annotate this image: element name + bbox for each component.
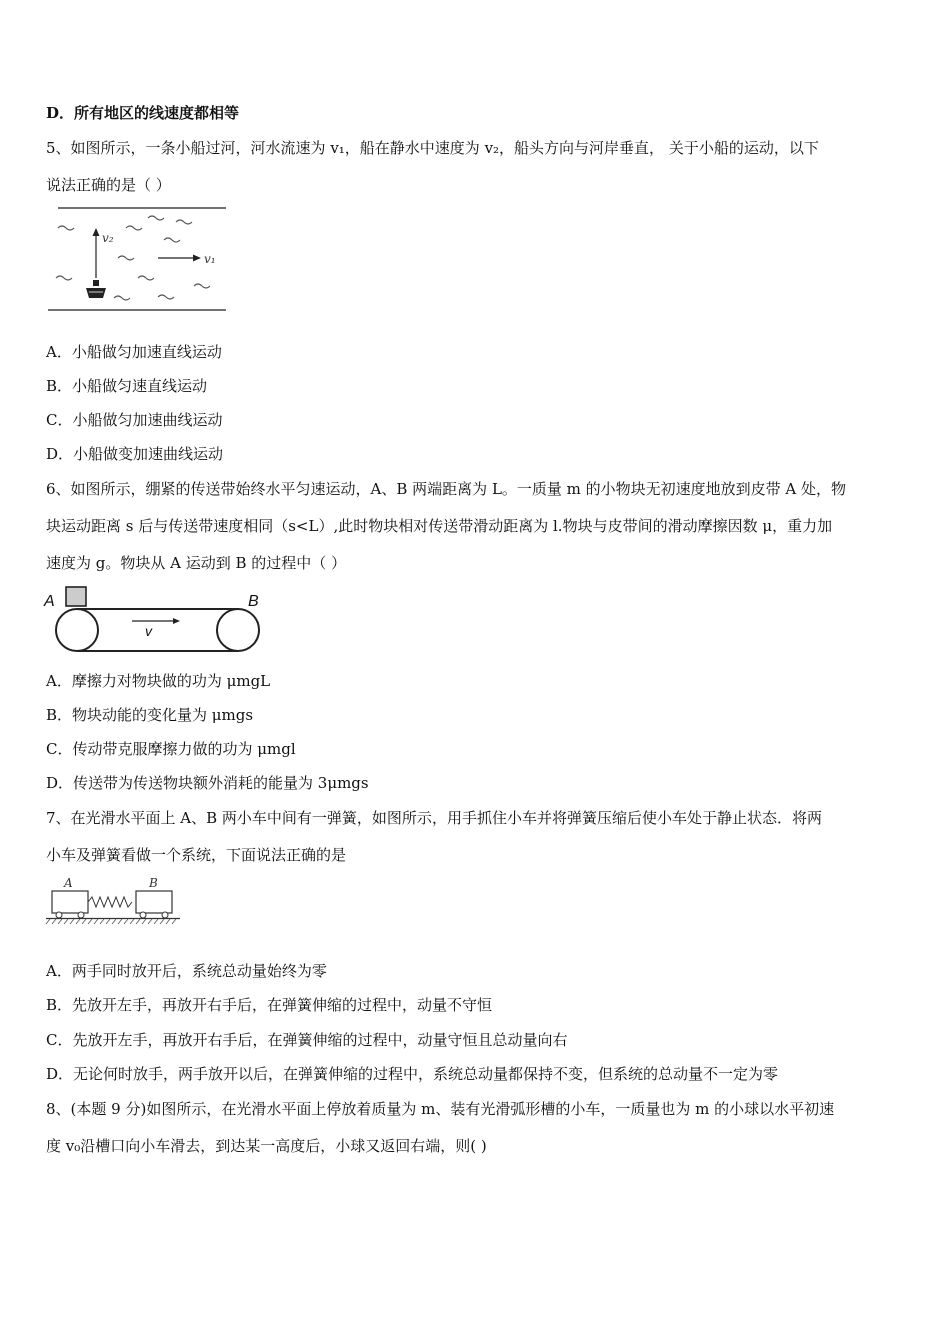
q6-option-b: B．物块动能的变化量为 μmgs <box>46 706 254 724</box>
q7-stem-line1: 7、在光滑水平面上 A、B 两小车中间有一弹簧，如图所示，用手抓住小车并将弹簧压缩后使小车处于静止状态．将两 <box>46 809 822 827</box>
q6-conveyor-figure <box>42 582 272 657</box>
q6-option-a: A．摩擦力对物块做的功为 μmgL <box>46 672 271 690</box>
q6-option-c: C．传动带克服摩擦力做的功为 μmgl <box>46 740 296 758</box>
q6-stem-line3: 速度为 g。物块从 A 运动到 B 的过程中（ ） <box>46 554 347 572</box>
q5-stem-line1: 5、如图所示，一条小船过河，河水流速为 v₁，船在静水中速度为 v₂，船头方向与河岸垂直， 关于小船的运动，以下 <box>46 139 819 157</box>
q5-v1-label: v₁ <box>204 252 216 266</box>
q7-stem-line2: 小车及弹簧看做一个系统，下面说法正确的是 <box>46 846 347 864</box>
q6-option-d: D．传送带为传送物块额外消耗的能量为 3μmgs <box>46 774 369 792</box>
q6-label-v: v <box>145 623 152 639</box>
q7-carts-figure <box>44 874 184 926</box>
q5-option-d: D．小船做变加速曲线运动 <box>46 445 224 463</box>
q7-label-a: A <box>64 876 73 890</box>
q4-option-d: D．所有地区的线速度都相等 <box>46 104 240 122</box>
q7-option-c: C．先放开左手，再放开右手后，在弹簧伸缩的过程中，动量守恒且总动量向右 <box>46 1031 568 1049</box>
q6-label-b: B <box>248 593 259 610</box>
q6-stem-line1: 6、如图所示，绷紧的传送带始终水平匀速运动，A、B 两端距离为 L。一质量 m 的小物块无初速度地放到皮带 A 处，物 <box>46 480 847 498</box>
boat-icon <box>86 280 106 298</box>
q5-option-c: C．小船做匀加速曲线运动 <box>46 411 223 429</box>
q6-stem-line2: 块运动距离 s 后与传送带速度相同（s<L）,此时物块相对传送带滑动距离为 l.物块与皮带间的滑动摩擦因数 μ，重力加 <box>46 517 833 535</box>
q7-option-b: B．先放开左手，再放开右手后，在弹簧伸缩的过程中，动量不守恒 <box>46 996 493 1014</box>
q7-label-b: B <box>149 876 158 890</box>
q8-stem-line2: 度 v₀沿槽口向小车滑去，到达某一高度后，小球又返回右端，则( ) <box>46 1137 487 1155</box>
q7-option-d: D．无论何时放手，两手放开以后，在弹簧伸缩的过程中，系统总动量都保持不变，但系统的总动量不一定为零 <box>46 1065 779 1083</box>
q5-stem-line2: 说法正确的是（ ） <box>46 176 171 194</box>
q6-label-a: A <box>44 593 55 610</box>
q5-option-a: A．小船做匀加速直线运动 <box>46 343 222 361</box>
q5-river-figure <box>46 200 231 315</box>
q5-option-b: B．小船做匀速直线运动 <box>46 377 208 395</box>
q5-v2-label: v₂ <box>102 231 114 245</box>
q7-option-a: A．两手同时放开后，系统总动量始终为零 <box>46 962 327 980</box>
q8-stem-line1: 8、(本题 9 分)如图所示，在光滑水平面上停放着质量为 m、装有光滑弧形槽的小车，一质量也为 m 的小球以水平初速 <box>46 1100 835 1118</box>
block <box>66 587 86 606</box>
